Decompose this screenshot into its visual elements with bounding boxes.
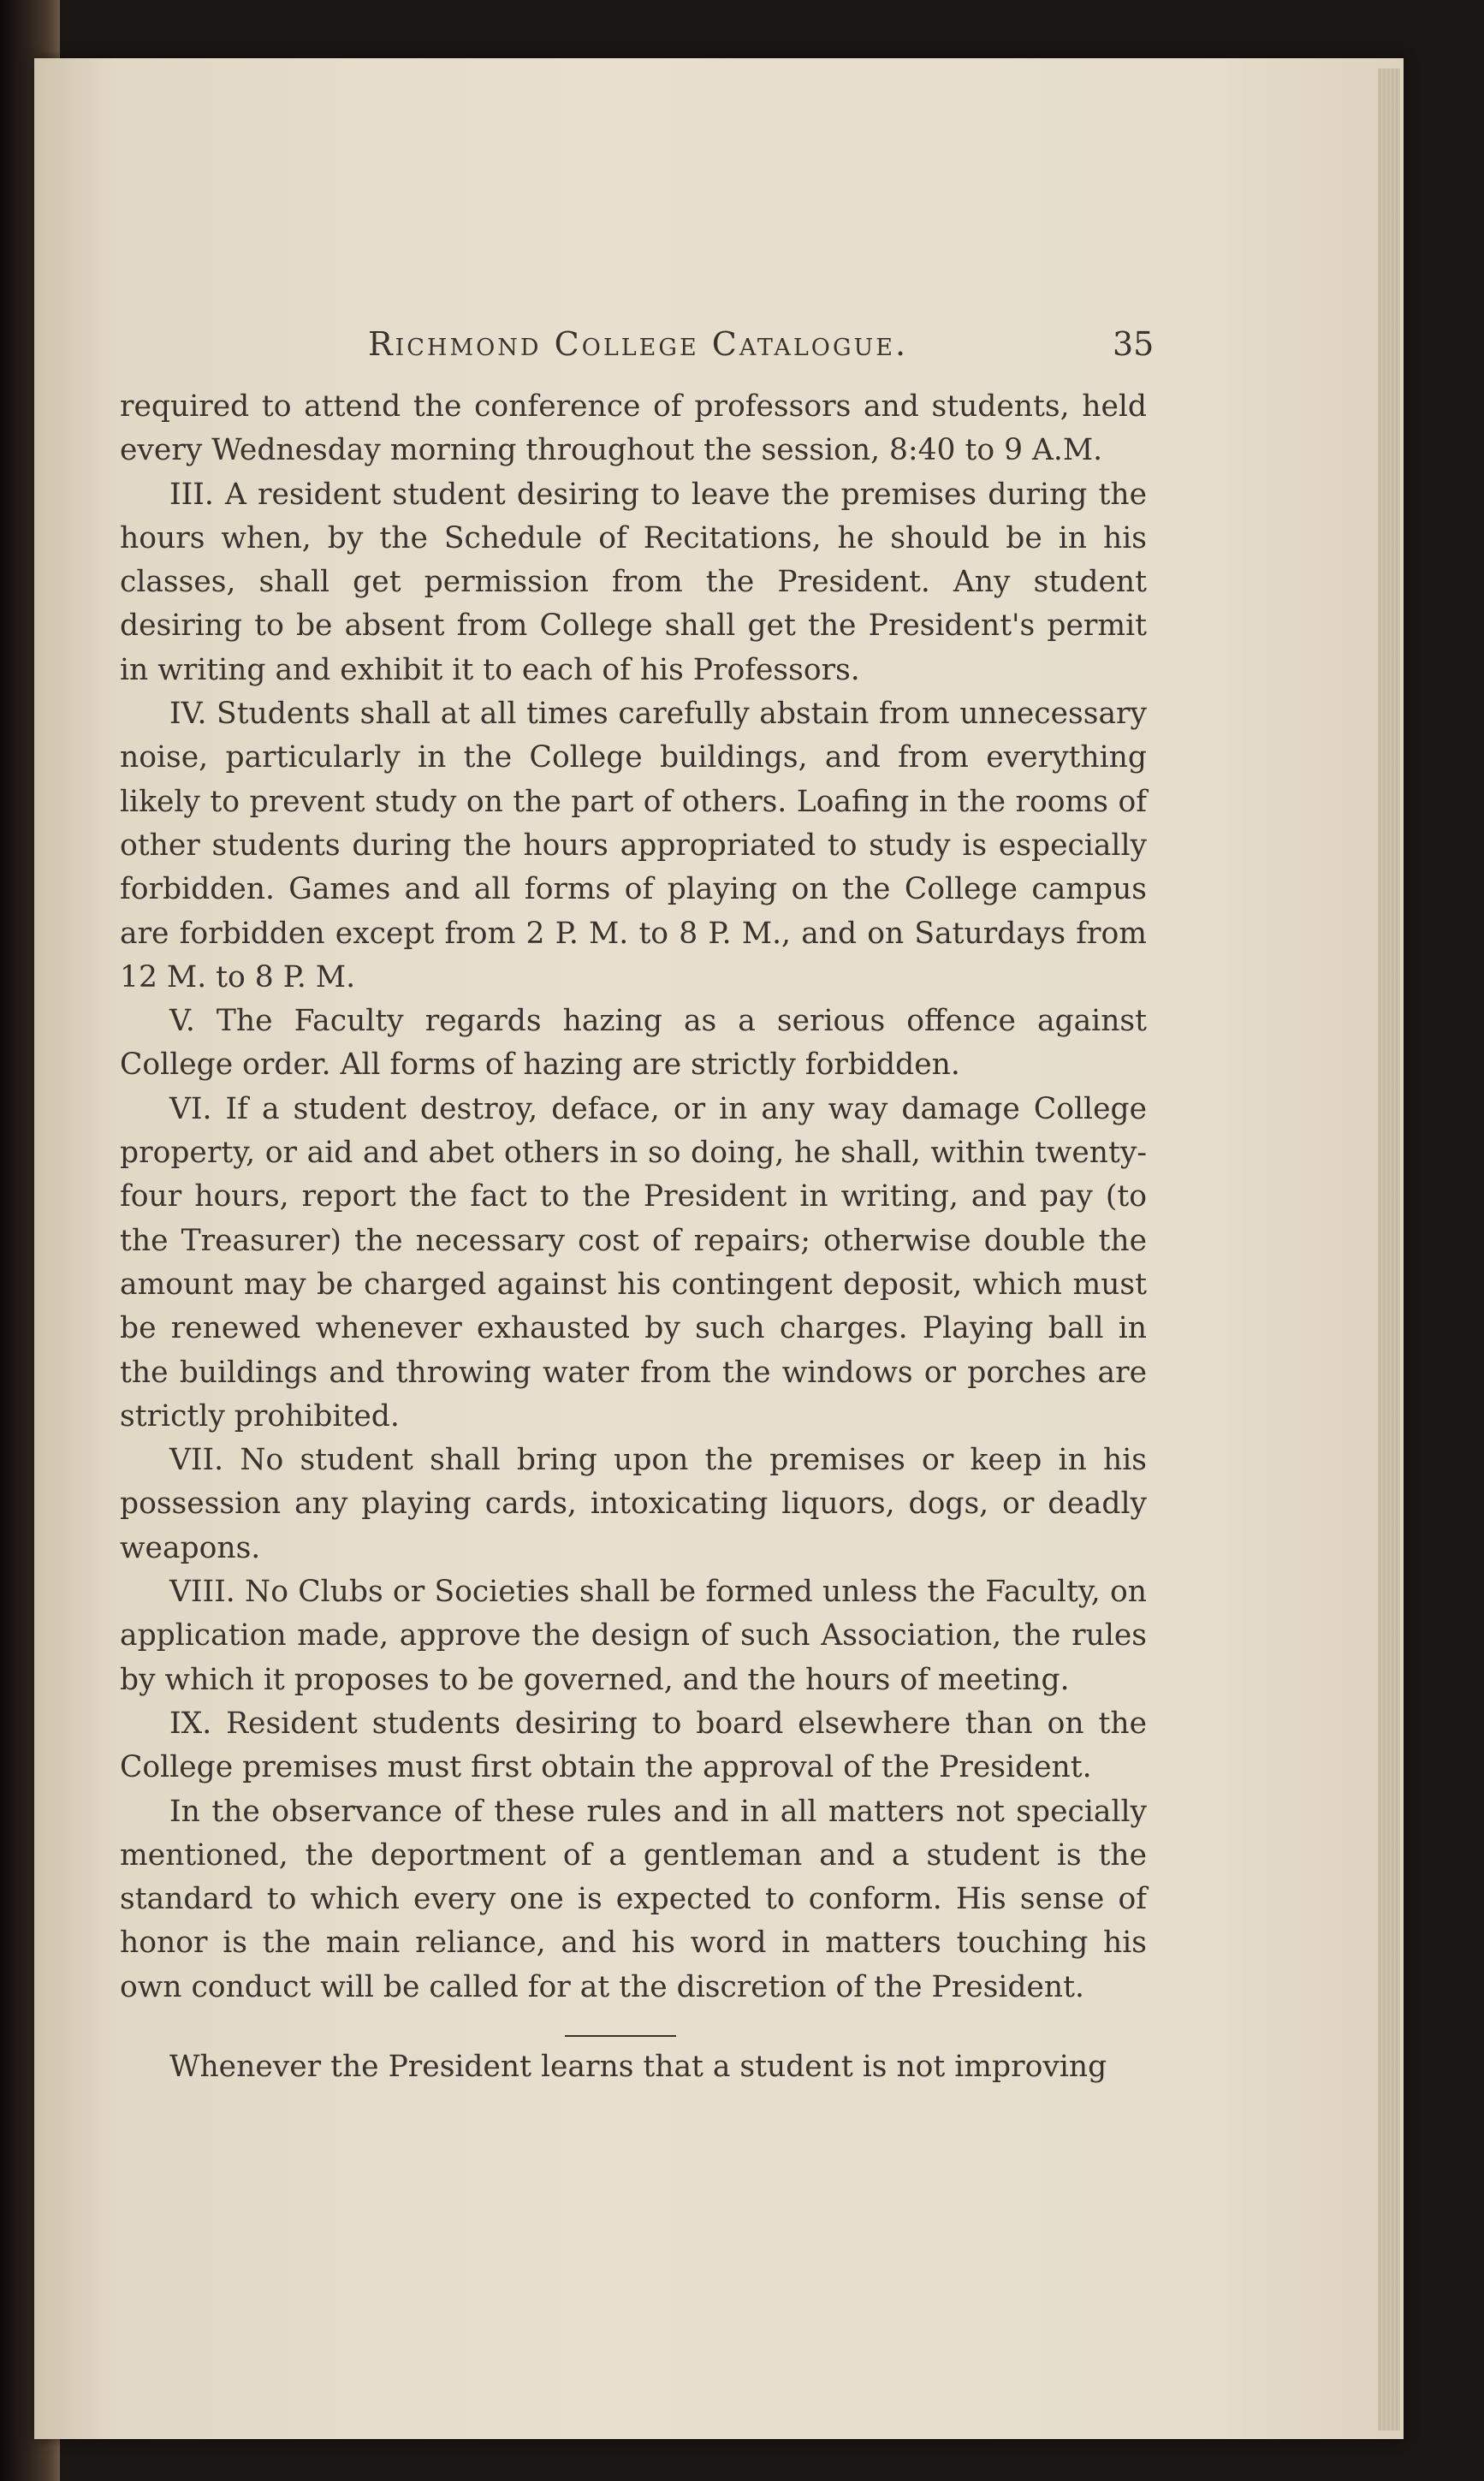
page-number: 35 bbox=[1113, 325, 1155, 363]
paragraph-rule-v: V. The Faculty regards hazing as a serious offence against College order. All forms of hazing are strictly forbidden. bbox=[120, 1004, 1147, 1083]
body-text bbox=[120, 385, 1147, 2009]
paragraph-rule-viii: VIII. No Clubs or Societies shall be formed unless the Faculty, on application made, approve the design of such Association, the rules by which it proposes to be governed, and the hours of meeting. bbox=[120, 1575, 1147, 1697]
paragraph-rule-ix: IX. Resident students desiring to board elsewhere than on the College premises must first obtain the approval of the President. bbox=[120, 1706, 1147, 1785]
page-edges bbox=[1378, 68, 1400, 2431]
page-header bbox=[120, 325, 1155, 385]
paragraph-rule-iv: IV. Students shall at all times carefully abstain from unnecessary noise, particularly in the College buildings, and from everything likely to prevent study on the part of others. Loafing in the rooms of other students during the hours appropriated to study is especially forbidden. Games and all forms of playing on the College campus are forbidden except from 2 P. M. to 8 P. M., and on Saturdays from 12 M. to 8 P. M. bbox=[120, 697, 1147, 994]
paragraph-observance: In the observance of these rules and in all matters not specially mentioned, the deportment of a gentleman and a student is the standard to which every one is expected to conform. His sense of honor is the main reliance, and his word in matters touching his own conduct will be called for at the discretion of the President. bbox=[120, 1794, 1147, 2004]
paragraph-rule-vi: VI. If a student destroy, deface, or in any way damage College property, or aid and abet others in so doing, he shall, within twenty-four hours, report the fact to the President in writing, and pay (to the Treasurer) the necessary cost of repairs; otherwise double the amount may be charged against his contingent deposit, which must be renewed whenever exhausted by such charges. Playing ball in the buildings and throwing water from the windows or porches are strictly prohibited. bbox=[120, 1091, 1147, 1433]
paragraph-rule-iii: III. A resident student desiring to leave the premises during the hours when, by the Schedule of Recitations, he should be in his classes, shall get permission from the President. Any student desiring to be absent from College shall get the President's permit in writing and exhibit it to each of his Professors. bbox=[120, 477, 1147, 687]
paragraph-continued: required to attend the conference of professors and students, held every Wednesday morning throughout the session, 8:40 to 9 A.M. bbox=[120, 389, 1147, 468]
running-title: Richmond College Catalogue. bbox=[368, 325, 909, 363]
paragraph-whenever: Whenever the President learns that a student is not improving bbox=[169, 2049, 1107, 2084]
section-divider bbox=[565, 2035, 676, 2037]
paragraph-rule-vii: VII. No student shall bring upon the premises or keep in his possession any playing cards, intoxicating liquors, dogs, or deadly weapons. bbox=[120, 1443, 1147, 1565]
page-content bbox=[120, 325, 1155, 2089]
